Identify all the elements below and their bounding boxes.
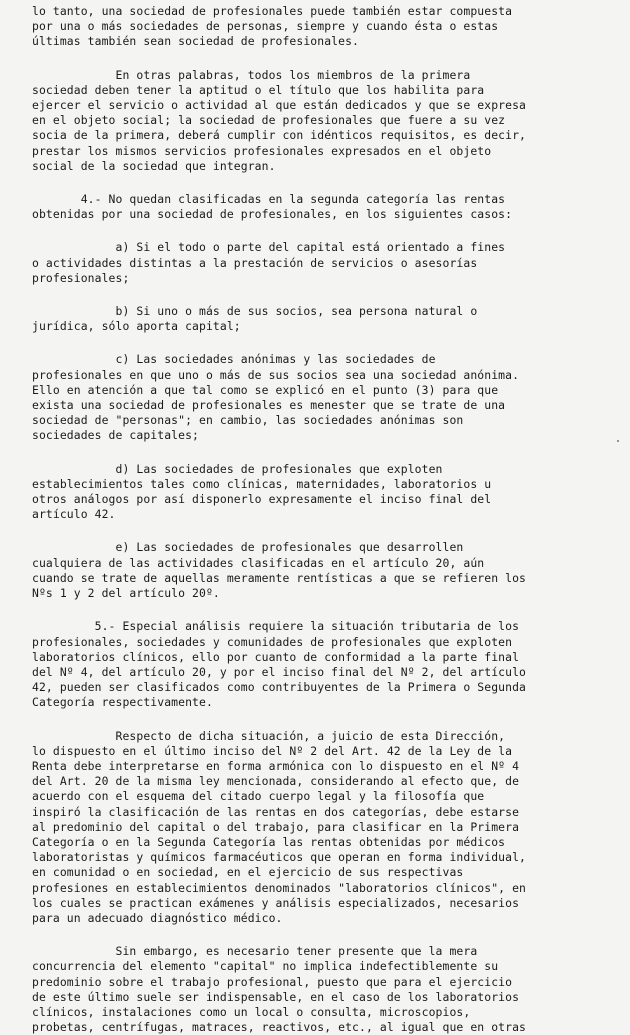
text-line: o actividades distintas a la prestación de servicios o asesorías <box>32 255 478 270</box>
text-line: prestar los mismos servicios profesionales expresados en el objeto <box>32 143 492 158</box>
text-line: sociedad de "personas"; en cambio, las sociedades anónimas son <box>32 413 464 428</box>
paragraph <box>32 462 610 523</box>
text-line: para un adecuado diagnóstico médico. <box>32 910 283 925</box>
text-line: cuando se trate de aquellas meramente rentísticas a que se refieren los <box>32 570 526 585</box>
text-line: lo tanto, una sociedad de profesionales puede también estar compuesta <box>32 4 513 18</box>
text-line: social de la sociedad que integran. <box>32 158 276 173</box>
paragraph <box>32 240 610 286</box>
text-line: establecimientos tales como clínicas, maternidades, laboratorios u <box>32 476 492 491</box>
text-line: predominio sobre el trabajo profesional, puesto que para el ejercicio <box>32 974 513 989</box>
text-line: Categoría o en la Segunda Categoría las rentas obtenidas por médicos <box>32 834 506 849</box>
paragraph <box>32 4 610 50</box>
text-line: Respecto de dicha situación, a juicio de esta Dirección, <box>32 728 506 743</box>
paragraph <box>32 192 610 222</box>
text-line: c) Las sociedades anónimas y las sociedades de <box>32 352 436 367</box>
scan-speck <box>617 440 619 442</box>
text-line: en el objeto social; la sociedad de profesionales que fuere a su vez <box>32 113 506 128</box>
text-line: por una o más sociedades de personas, siempre y cuando ésta o estas <box>32 19 499 34</box>
text-line: concurrencia del elemento "capital" no implica indefectiblemente su <box>32 959 499 974</box>
text-line: profesionales, sociedades y comunidades de profesionales que exploten <box>32 634 513 649</box>
paragraph <box>32 619 610 710</box>
text-line: del Nº 4, del artículo 20, y por el inciso final del Nº 2, del artículo <box>32 664 526 679</box>
paragraph <box>32 304 610 334</box>
text-line: Ello en atención a que tal como se explicó en el punto (3) para que <box>32 382 499 397</box>
text-line: En otras palabras, todos los miembros de la primera <box>32 67 471 82</box>
text-line: laboratorios clínicos, ello por cuanto de conformidad a la parte final <box>32 649 520 664</box>
text-line: 4.- No quedan clasificadas en la segunda categoría las rentas <box>32 192 506 207</box>
text-line: profesionales; <box>32 270 130 285</box>
text-line: artículo 42. <box>32 507 116 522</box>
text-line: lo dispuesto en el último inciso del Nº 2 del Art. 42 de la Ley de la <box>32 743 513 758</box>
text-line: obtenidas por una sociedad de profesionales, en los siguientes casos: <box>32 207 513 222</box>
text-line: exista una sociedad de profesionales es menester que se trate de una <box>32 398 506 413</box>
text-line: Sin embargo, es necesario tener presente que la mera <box>32 944 478 959</box>
text-line: Nºs 1 y 2 del artículo 20º. <box>32 586 220 601</box>
text-line: jurídica, sólo aporta capital; <box>32 319 241 334</box>
text-line: clínicos, instalaciones como un local o consulta, microscopios, <box>32 1004 471 1019</box>
text-line: cualquiera de las actividades clasificadas en el artículo 20, aún <box>32 555 485 570</box>
text-line: del Art. 20 de la misma ley mencionada, considerando al efecto que, de <box>32 774 520 789</box>
text-line: otros análogos por así disponerlo expresamente el inciso final del <box>32 492 492 507</box>
text-line: socia de la primera, deberá cumplir con idénticos requisitos, es decir, <box>32 128 526 143</box>
text-line: últimas también sean sociedad de profesionales. <box>32 34 360 49</box>
paragraph <box>32 68 610 174</box>
paragraph <box>32 352 610 443</box>
text-line: probetas, centrífugas, matraces, reactivos, etc., al igual que en otras <box>32 1020 526 1035</box>
text-line: en comunidad o en sociedad, en el ejercicio de sus respectivas <box>32 865 464 880</box>
paragraph <box>32 540 610 601</box>
text-line: Renta debe interpretarse en forma armónica con lo dispuesto en el Nº 4 <box>32 758 520 773</box>
text-line: laboratoristas y químicos farmacéuticos que operan en forma individual, <box>32 850 526 865</box>
text-line: a) Si el todo o parte del capital está orientado a fines <box>32 240 506 255</box>
text-line: Categoría respectivamente. <box>32 695 213 710</box>
text-line: acuerdo con el esquema del citado cuerpo legal y la filosofía que <box>32 789 485 804</box>
text-line: los cuales se practican exámenes y análisis especializados, necesarios <box>32 895 520 910</box>
text-line: profesiones en establecimientos denominados "laboratorios clínicos", en <box>32 880 526 895</box>
text-line: profesionales en que uno o más de sus socios sea una sociedad anónima. <box>32 367 520 382</box>
text-line: d) Las sociedades de profesionales que exploten <box>32 461 443 476</box>
text-line: b) Si uno o más de sus socios, sea persona natural o <box>32 304 478 319</box>
text-line: 5.- Especial análisis requiere la situación tributaria de los <box>32 619 520 634</box>
text-line: ejercer el servicio o actividad al que están dedicados y que se expresa <box>32 98 526 113</box>
text-line: sociedad deben tener la aptitud o el título que los habilita para <box>32 82 485 97</box>
paragraph <box>32 944 610 1035</box>
text-line: 42, pueden ser clasificados como contribuyentes de la Primera o Segunda <box>32 680 526 695</box>
text-line: sociedades de capitales; <box>32 428 199 443</box>
text-line: al predominio del capital o del trabajo, para clasificar en la Primera <box>32 819 520 834</box>
text-line: e) Las sociedades de profesionales que desarrollen <box>32 540 464 555</box>
paragraph <box>32 729 610 927</box>
text-line: de este último suele ser indispensable, en el caso de los laboratorios <box>32 989 520 1004</box>
text-line: inspiró la clasificación de las rentas en dos categorías, debe estarse <box>32 804 520 819</box>
